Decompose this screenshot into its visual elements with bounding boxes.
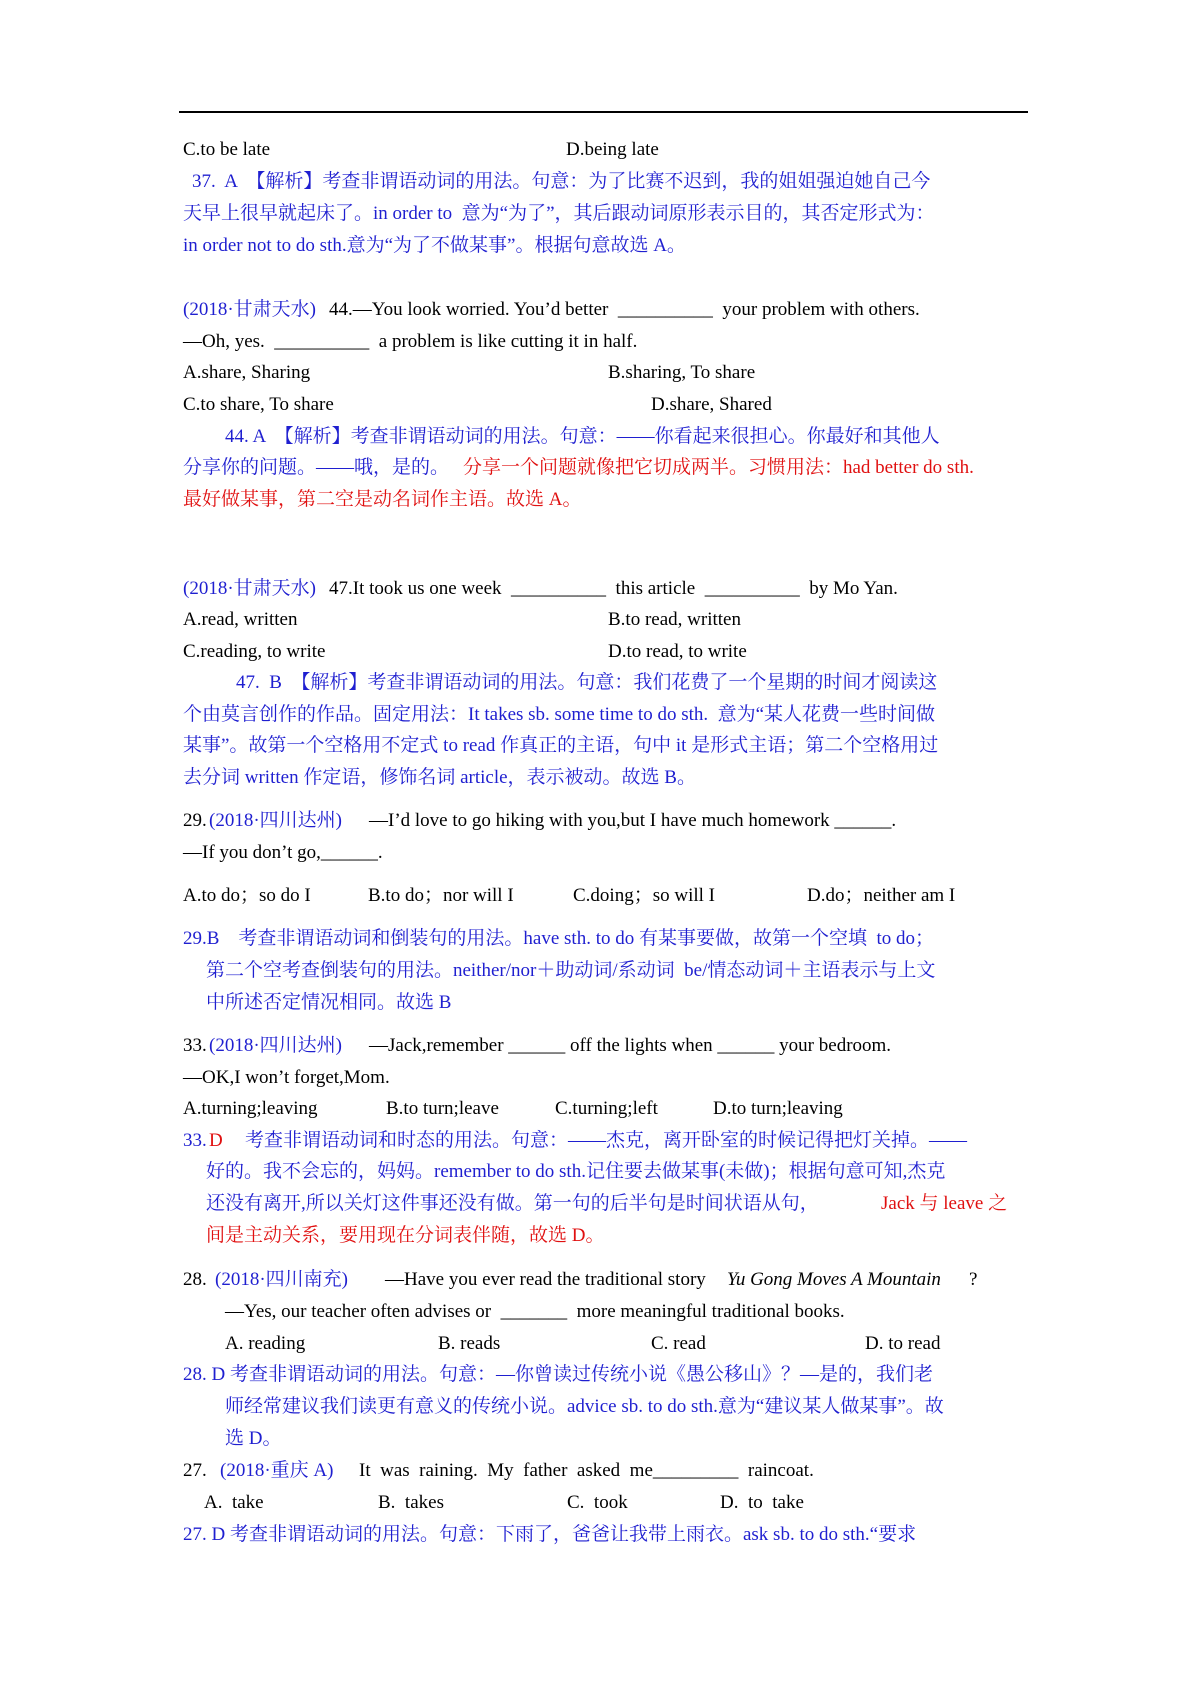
text-line: —Have you ever read the traditional story bbox=[385, 1269, 711, 1290]
text-line: D.share, Shared bbox=[651, 394, 772, 415]
text-line: B.sharing, To share bbox=[608, 362, 756, 383]
text-line: D. to take bbox=[720, 1492, 804, 1513]
text-line: 分享你的问题。——哦，是的。 bbox=[183, 457, 450, 478]
text-line: C. took bbox=[567, 1492, 628, 1513]
text-line: 47. B 【解析】考查非谓语动词的用法。句意：我们花费了一个星期的时间才阅读这 bbox=[236, 672, 938, 693]
text-line: 27. D 考查非谓语动词的用法。句意：下雨了，爸爸让我带上雨衣。ask sb. to do sth.“要求 bbox=[183, 1524, 917, 1545]
text-line: C. read bbox=[651, 1333, 706, 1354]
text-line: 去分词 written 作定语，修饰名词 article，表示被动。故选 B。 bbox=[183, 767, 696, 788]
text-line: 好的。我不会忘的，妈妈。remember to do sth.记住要去做某事(未做)；根据句意可知,杰克 bbox=[206, 1161, 946, 1182]
text-line: 师经常建议我们读更有意义的传统小说。advice sb. to do sth.意为“建议某人做某事”。故 bbox=[225, 1396, 944, 1417]
text-line: B.to do；nor will I bbox=[368, 885, 514, 906]
text-line: 个由莫言创作的作品。固定用法：It takes sb. some time to do sth. 意为“某人花费一些时间做 bbox=[183, 704, 936, 725]
text-line: 29.B 考查非谓语动词和倒装句的用法。have sth. to do 有某事要做，故第一个空填 to do； bbox=[183, 928, 935, 949]
text-line: A.to do；so do I bbox=[183, 885, 311, 906]
text-line: 还没有离开,所以关灯这件事还没有做。第一句的后半句是时间状语从句， bbox=[206, 1193, 819, 1214]
text-line: 47.It took us one week __________ this article __________ by Mo Yan. bbox=[329, 578, 898, 599]
text-line: C.to share, To share bbox=[183, 394, 334, 415]
text-line: 44. A 【解析】考查非谓语动词的用法。句意：——你看起来很担心。你最好和其他人 bbox=[225, 426, 940, 447]
text-line: —Jack,remember ______ off the lights when ______ your bedroom. bbox=[369, 1035, 892, 1056]
text-line: —Oh, yes. __________ a problem is like cutting it in half. bbox=[183, 331, 638, 352]
text-line: 天早上很早就起床了。in order to 意为“为了”，其后跟动词原形表示目的，其否定形式为： bbox=[183, 203, 935, 224]
text-line: (2018·四川南充) bbox=[215, 1269, 348, 1290]
text-line: C.doing；so will I bbox=[573, 885, 715, 906]
text-line: 某事”。故第一个空格用不定式 to read 作真正的主语，句中 it 是形式主语；第二个空格用过 bbox=[183, 735, 939, 756]
text-line: (2018·甘肃天水) bbox=[183, 578, 316, 599]
text-line: 中所述否定情况相同。故选 B bbox=[206, 992, 452, 1013]
text-line: (2018·四川达州) bbox=[209, 1035, 342, 1056]
text-line: 选 D。 bbox=[225, 1428, 282, 1449]
text-line: (2018·重庆 A) bbox=[220, 1460, 334, 1481]
text-line: A.share, Sharing bbox=[183, 362, 311, 383]
text-line: —OK,I won’t forget,Mom. bbox=[183, 1067, 390, 1088]
text-line: 考查非谓语动词和时态的用法。句意：——杰克，离开卧室的时候记得把灯关掉。—— bbox=[245, 1130, 968, 1151]
text-line: B.to turn;leave bbox=[386, 1098, 499, 1119]
text-line: —If you don’t go,______. bbox=[183, 842, 383, 863]
text-line: (2018·甘肃天水) bbox=[183, 299, 316, 320]
text-line: (2018·四川达州) bbox=[209, 810, 342, 831]
text-line: 27. bbox=[183, 1460, 207, 1481]
text-line: 37. A 【解析】考查非谓语动词的用法。句意：为了比赛不迟到，我的姐姐强迫她自己今 bbox=[192, 171, 931, 192]
text-line: 29. bbox=[183, 810, 207, 831]
text-line: D.do；neither am I bbox=[807, 885, 956, 906]
text-line: 最好做某事，第二空是动名词作主语。故选 A。 bbox=[183, 489, 582, 510]
text-line: B. takes bbox=[378, 1492, 444, 1513]
text-line: Yu Gong Moves A Mountain bbox=[727, 1269, 941, 1290]
text-line: 分享一个问题就像把它切成两半。习惯用法：had better do sth. bbox=[463, 457, 974, 478]
text-line: C.turning;left bbox=[555, 1098, 658, 1119]
text-line: D.to read, to write bbox=[608, 641, 747, 662]
text-line: C.reading, to write bbox=[183, 641, 326, 662]
text-line: B. reads bbox=[438, 1333, 501, 1354]
text-line: in order not to do sth.意为“为了不做某事”。根据句意故选 A。 bbox=[183, 235, 686, 256]
text-line: —I’d love to go hiking with you,but I have much homework ______. bbox=[369, 810, 897, 831]
text-line: 33. bbox=[183, 1035, 207, 1056]
text-line: D bbox=[209, 1130, 223, 1151]
text-line: C.to be late bbox=[183, 139, 271, 160]
text-line: 44.—You look worried. You’d better __________ your problem with others. bbox=[329, 299, 920, 320]
text-line: D.being late bbox=[566, 139, 659, 160]
text-line: 28. D 考查非谓语动词的用法。句意：—你曾读过传统小说《愚公移山》？—是的，我们老 bbox=[183, 1364, 933, 1385]
text-line: 28. bbox=[183, 1269, 212, 1290]
text-line: B.to read, written bbox=[608, 609, 741, 630]
text-line: A.turning;leaving bbox=[183, 1098, 318, 1119]
header-rule bbox=[179, 111, 1028, 113]
text-line: 33. bbox=[183, 1130, 207, 1151]
text-line: D.to turn;leaving bbox=[713, 1098, 843, 1119]
text-line: A. take bbox=[204, 1492, 264, 1513]
text-line: —Yes, our teacher often advises or _______ more meaningful traditional books. bbox=[225, 1301, 845, 1322]
text-line: ? bbox=[969, 1269, 978, 1290]
text-line: 间是主动关系，要用现在分词表伴随，故选 D。 bbox=[206, 1225, 605, 1246]
text-line: A. reading bbox=[225, 1333, 306, 1354]
text-line: It was raining. My father asked me_________ raincoat. bbox=[359, 1460, 814, 1481]
text-line: A.read, written bbox=[183, 609, 298, 630]
text-line: Jack 与 leave 之 bbox=[881, 1193, 1008, 1214]
text-line: D. to read bbox=[865, 1333, 941, 1354]
text-line: 第二个空考查倒装句的用法。neither/nor＋助动词/系动词 be/情态动词＋主语表示与上文 bbox=[206, 960, 936, 981]
